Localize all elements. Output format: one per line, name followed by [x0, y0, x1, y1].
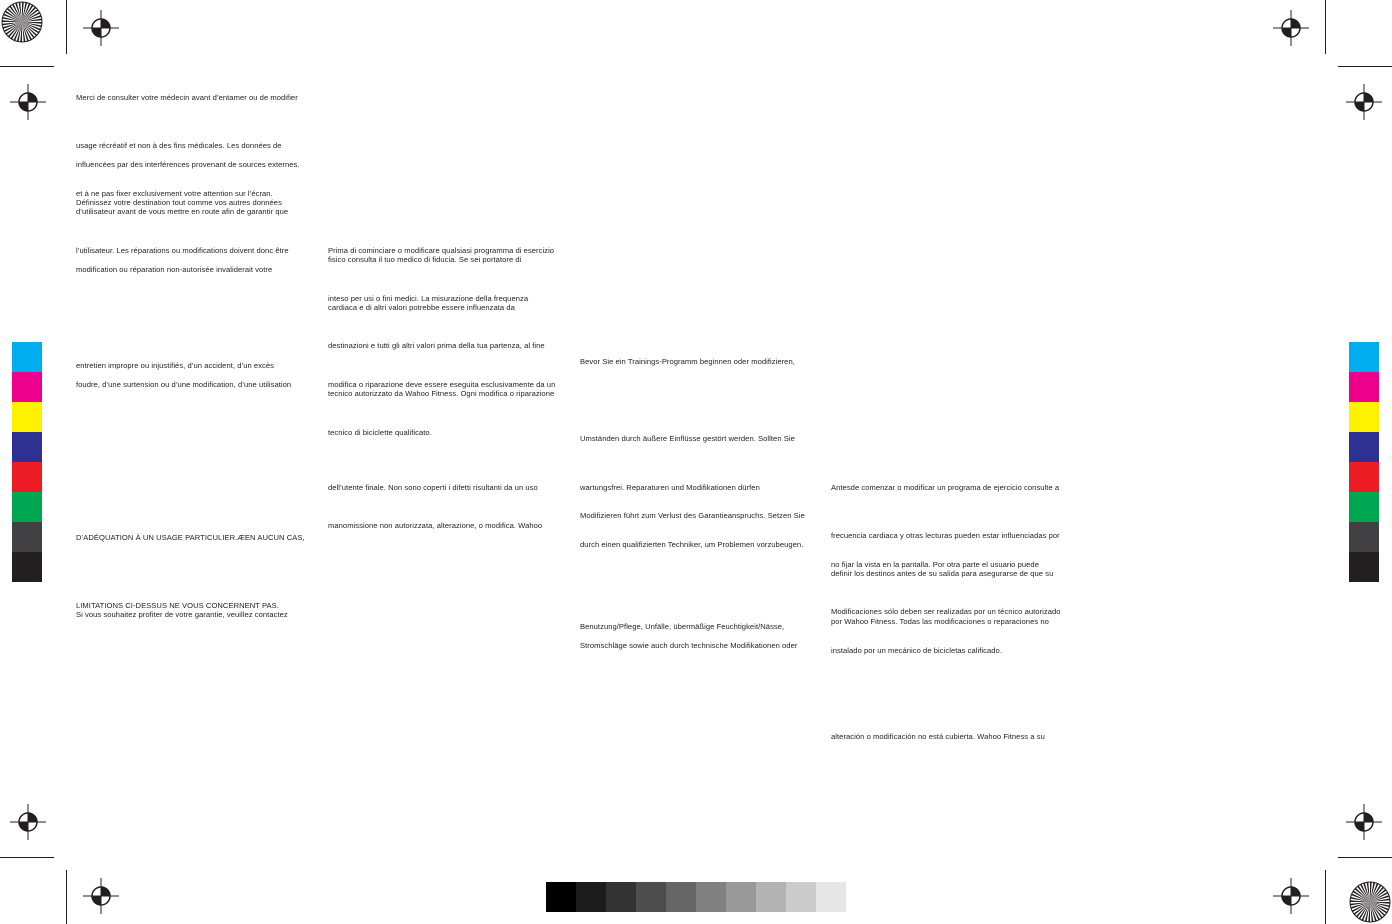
text-line: usage récréatif et non à des fins médicales. Les données de [76, 141, 282, 150]
text-line: Si vous souhaitez profiter de votre garantie, veuillez contactez [76, 610, 288, 619]
color-swatch [12, 372, 42, 402]
text-line: Modifizieren führt zum Verlust des Garantieanspruchs. Setzen Sie [580, 511, 805, 520]
crop-mark [66, 870, 67, 924]
text-line: LIMITATIONS CI-DESSUS NE VOUS CONCERNENT PAS. [76, 601, 279, 610]
grey-swatch [756, 882, 786, 912]
color-swatch [1349, 372, 1379, 402]
color-swatch [12, 462, 42, 492]
grey-swatch [576, 882, 606, 912]
registration-mark-icon [1346, 84, 1382, 120]
crop-mark [0, 66, 54, 67]
text-line: inteso per usi o fini medici. La misurazione della frequenza [328, 294, 529, 303]
text-line: alteración o modificación no está cubierta. Wahoo Fitness a su [831, 732, 1045, 741]
text-line: modifica o riparazione deve essere eseguita esclusivamente da un [328, 380, 556, 389]
star-target-icon [1348, 880, 1392, 924]
text-line: no fijar la vista en la pantalla. Por otra parte el usuario puede [831, 560, 1039, 569]
text-line: entretien impropre ou injustifiés, d’un accident, d’un excès [76, 361, 275, 370]
registration-mark-icon [10, 804, 46, 840]
text-line: wartungsfrei. Reparaturen und Modifikationen dürfen [580, 483, 760, 492]
text-line: Prima di cominciare o modificare qualsiasi programma di esercizio [328, 246, 555, 255]
grey-swatch [786, 882, 816, 912]
text-line: fisico consulta il tuo medico di fiducia. Se sei portatore di [328, 255, 522, 264]
color-swatch [12, 402, 42, 432]
color-swatch [1349, 462, 1379, 492]
text-line: por Wahoo Fitness. Todas las modificaciones o reparaciones no [831, 617, 1049, 626]
registration-mark-icon [83, 10, 119, 46]
text-line: manomissione non autorizzata, alterazione, o modifica. Wahoo [328, 521, 543, 530]
grey-swatch [816, 882, 846, 912]
crop-mark [1338, 66, 1392, 67]
color-swatch [12, 522, 42, 552]
color-swatch [1349, 342, 1379, 372]
color-swatch [1349, 432, 1379, 462]
text-line: definir los destinos antes de su salida para asegurarse de que su [831, 569, 1054, 578]
color-swatch [1349, 402, 1379, 432]
crop-mark [0, 857, 54, 858]
crop-mark [1325, 0, 1326, 54]
text-line: Définissez votre destination tout comme vos autres données [76, 198, 282, 207]
text-line: tecnico di biciclette qualificato. [328, 428, 432, 437]
text-line: cardiaca e di altri valori potrebbe essere influenzata da [328, 303, 515, 312]
text-line: Benutzung/Pflege, Unfälle, übermäßige Feuchtigkeit/Nässe, [580, 622, 785, 631]
grey-swatch [696, 882, 726, 912]
color-swatch [12, 552, 42, 582]
registration-mark-icon [1273, 878, 1309, 914]
text-line: et à ne pas fixer exclusivement votre attention sur l’écran. [76, 189, 273, 198]
crop-mark [1338, 857, 1392, 858]
text-line: destinazioni e tutti gli altri valori prima della tua partenza, al fine [328, 341, 545, 350]
text-line: Modificaciones sólo deben ser realizadas por un técnico autorizado [831, 607, 1061, 616]
text-line: Antesde comenzar o modificar un programa de ejercicio consulte a [831, 483, 1060, 492]
text-line: modification ou réparation non-autorisée invaliderait votre [76, 265, 273, 274]
registration-mark-icon [10, 84, 46, 120]
text-line: dell’utente finale. Non sono coperti i difetti risultanti da un uso [328, 483, 538, 492]
text-line: d’utilisateur avant de vous mettre en route afin de garantir que [76, 207, 289, 216]
text-line: Umständen durch äußere Einflüsse gestört werden. Sollten Sie [580, 434, 795, 443]
color-swatch [1349, 492, 1379, 522]
registration-mark-icon [1273, 10, 1309, 46]
crop-mark [1325, 870, 1326, 924]
color-swatch [12, 342, 42, 372]
text-line: frecuencia cardiaca y otras lecturas pueden estar influenciadas por [831, 531, 1060, 540]
color-swatch [1349, 522, 1379, 552]
crop-mark [66, 0, 67, 54]
color-swatch [1349, 552, 1379, 582]
star-target-icon [0, 0, 44, 44]
text-line: Stromschläge sowie auch durch technische Modifikationen oder [580, 641, 798, 650]
grey-swatch [606, 882, 636, 912]
text-line: Merci de consulter votre médecin avant d’entamer ou de modifier [76, 93, 298, 102]
text-line: l’utilisateur. Les réparations ou modifications doivent donc être [76, 246, 289, 255]
grey-swatch [636, 882, 666, 912]
text-line: tecnico autorizzato da Wahoo Fitness. Ogni modifica o riparazione [328, 389, 555, 398]
grey-swatch [666, 882, 696, 912]
text-line: Bevor Sie ein Trainings-Programm beginnen oder modifizieren, [580, 357, 795, 366]
text-line: influencées par des interférences provenant de sources externes. [76, 160, 300, 169]
text-line: D’ADÉQUATION À UN USAGE PARTICULIER.ÆEN AUCUN CAS, [76, 533, 305, 542]
text-line: foudre, d’une surtension ou d’une modification, d’une utilisation [76, 380, 292, 389]
color-swatch [12, 492, 42, 522]
registration-mark-icon [83, 878, 119, 914]
grey-swatch [546, 882, 576, 912]
text-line: instalado por un mecánico de bicicletas calificado. [831, 646, 1002, 655]
color-swatch [12, 432, 42, 462]
text-line: durch einen qualifizierten Techniker, um Problemen vorzubeugen. [580, 540, 804, 549]
registration-mark-icon [1346, 804, 1382, 840]
grey-swatch [726, 882, 756, 912]
